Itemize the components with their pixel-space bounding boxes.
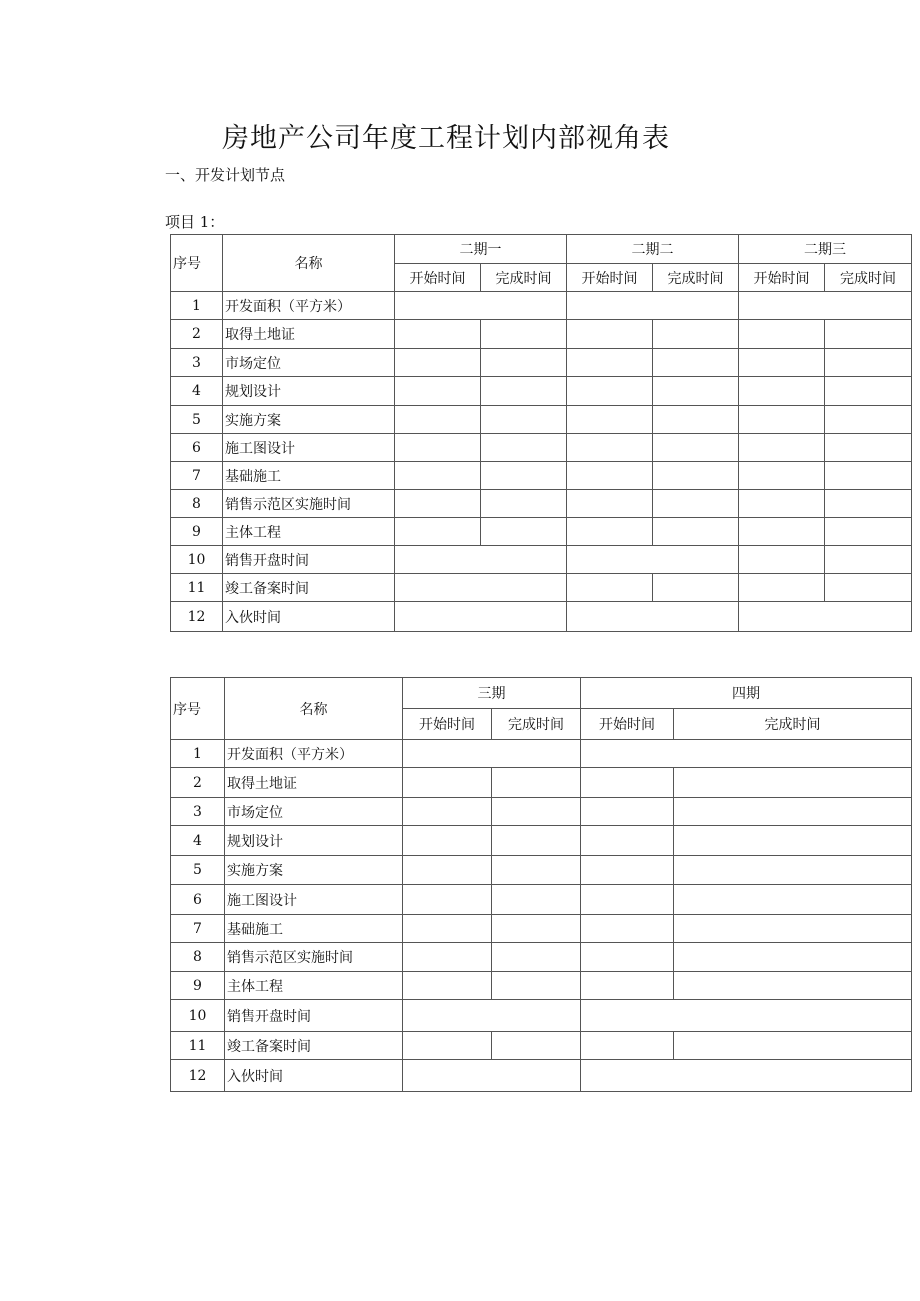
date-cell[interactable]	[567, 518, 653, 546]
date-cell[interactable]	[395, 377, 481, 406]
date-cell[interactable]	[739, 574, 825, 602]
date-cell[interactable]	[581, 915, 674, 943]
header-name: 名称	[225, 678, 403, 740]
date-cell[interactable]	[739, 434, 825, 462]
date-cell[interactable]	[403, 1032, 492, 1060]
row-name: 销售示范区实施时间	[223, 490, 395, 518]
row-name: 市场定位	[223, 349, 395, 377]
date-cell[interactable]	[653, 574, 739, 602]
date-cell[interactable]	[825, 462, 912, 490]
date-cell[interactable]	[481, 349, 567, 377]
row-name: 实施方案	[223, 406, 395, 434]
row-name: 竣工备案时间	[225, 1032, 403, 1060]
table-row	[171, 377, 912, 406]
date-cell[interactable]	[395, 490, 481, 518]
date-cell[interactable]	[674, 826, 912, 856]
date-cell[interactable]	[674, 943, 912, 972]
date-cell[interactable]	[492, 943, 581, 972]
date-cell[interactable]	[492, 915, 581, 943]
date-cell[interactable]	[581, 740, 912, 768]
table-row	[171, 972, 912, 1000]
table-row	[171, 602, 912, 632]
row-name: 主体工程	[225, 972, 403, 1000]
date-cell[interactable]	[581, 768, 674, 798]
date-cell[interactable]	[825, 349, 912, 377]
start-time-header: 开始时间	[739, 264, 825, 292]
table-row	[171, 768, 912, 798]
date-cell[interactable]	[739, 406, 825, 434]
row-name: 竣工备案时间	[223, 574, 395, 602]
table-row	[171, 1032, 912, 1060]
date-cell[interactable]	[825, 546, 912, 574]
date-cell[interactable]	[581, 943, 674, 972]
date-cell[interactable]	[653, 406, 739, 434]
end-time-header: 完成时间	[674, 709, 912, 740]
row-number: 5	[171, 406, 223, 434]
table-row	[171, 856, 912, 885]
table-row	[171, 490, 912, 518]
date-cell[interactable]	[567, 434, 653, 462]
plan-table-1	[170, 234, 912, 632]
date-cell[interactable]	[481, 434, 567, 462]
phase-header: 二期三	[739, 235, 912, 264]
row-number: 8	[171, 490, 223, 518]
date-cell[interactable]	[653, 320, 739, 349]
date-cell[interactable]	[481, 518, 567, 546]
date-cell[interactable]	[403, 740, 581, 768]
date-cell[interactable]	[395, 320, 481, 349]
date-cell[interactable]	[481, 490, 567, 518]
date-cell[interactable]	[403, 856, 492, 885]
row-number: 9	[171, 518, 223, 546]
date-cell[interactable]	[739, 320, 825, 349]
row-number: 9	[171, 972, 225, 1000]
date-cell[interactable]	[581, 826, 674, 856]
date-cell[interactable]	[567, 602, 739, 632]
date-cell[interactable]	[403, 798, 492, 826]
table-row	[171, 1060, 912, 1092]
date-cell[interactable]	[674, 1032, 912, 1060]
header-no: 序号	[171, 235, 223, 292]
date-cell[interactable]	[825, 434, 912, 462]
date-cell[interactable]	[492, 856, 581, 885]
date-cell[interactable]	[567, 490, 653, 518]
table-row	[171, 798, 912, 826]
date-cell[interactable]	[492, 826, 581, 856]
table-row	[171, 462, 912, 490]
table-row	[171, 349, 912, 377]
date-cell[interactable]	[581, 1032, 674, 1060]
table-row	[171, 826, 912, 856]
date-cell[interactable]	[567, 292, 739, 320]
date-cell[interactable]	[674, 915, 912, 943]
date-cell[interactable]	[581, 1060, 912, 1092]
date-cell[interactable]	[653, 518, 739, 546]
date-cell[interactable]	[403, 915, 492, 943]
table-row	[171, 518, 912, 546]
row-number: 7	[171, 915, 225, 943]
phase-header: 三期	[403, 678, 581, 709]
table-row	[171, 434, 912, 462]
row-number: 3	[171, 349, 223, 377]
header-name: 名称	[223, 235, 395, 292]
date-cell[interactable]	[825, 320, 912, 349]
row-number: 7	[171, 462, 223, 490]
start-time-header: 开始时间	[403, 709, 492, 740]
date-cell[interactable]	[403, 768, 492, 798]
row-name: 基础施工	[223, 462, 395, 490]
row-name: 取得土地证	[223, 320, 395, 349]
table-row	[171, 885, 912, 915]
start-time-header: 开始时间	[581, 709, 674, 740]
row-name: 主体工程	[223, 518, 395, 546]
date-cell[interactable]	[403, 972, 492, 1000]
header-no: 序号	[171, 678, 225, 740]
date-cell[interactable]	[395, 518, 481, 546]
row-number: 2	[171, 768, 225, 798]
date-cell[interactable]	[481, 406, 567, 434]
phase-header: 二期一	[395, 235, 567, 264]
date-cell[interactable]	[653, 462, 739, 490]
date-cell[interactable]	[395, 602, 567, 632]
table-row	[171, 574, 912, 602]
date-cell[interactable]	[739, 462, 825, 490]
end-time-header: 完成时间	[825, 264, 912, 292]
date-cell[interactable]	[739, 377, 825, 406]
date-cell[interactable]	[481, 320, 567, 349]
row-number: 6	[171, 885, 225, 915]
date-cell[interactable]	[492, 798, 581, 826]
date-cell[interactable]	[403, 943, 492, 972]
date-cell[interactable]	[395, 462, 481, 490]
date-cell[interactable]	[403, 885, 492, 915]
row-name: 规划设计	[223, 377, 395, 406]
date-cell[interactable]	[403, 1000, 581, 1032]
date-cell[interactable]	[825, 518, 912, 546]
page-title: 房地产公司年度工程计划内部视角表	[222, 123, 670, 154]
plan-table-2	[170, 677, 912, 1092]
date-cell[interactable]	[567, 406, 653, 434]
date-cell[interactable]	[481, 377, 567, 406]
date-cell[interactable]	[403, 1060, 581, 1092]
date-cell[interactable]	[567, 546, 739, 574]
row-number: 1	[171, 740, 225, 768]
date-cell[interactable]	[567, 349, 653, 377]
table-row	[171, 1000, 912, 1032]
row-name: 实施方案	[225, 856, 403, 885]
row-number: 12	[171, 602, 223, 632]
date-cell[interactable]	[403, 826, 492, 856]
row-name: 开发面积（平方米）	[223, 292, 395, 320]
table-row	[171, 943, 912, 972]
date-cell[interactable]	[395, 574, 567, 602]
date-cell[interactable]	[674, 972, 912, 1000]
date-cell[interactable]	[581, 798, 674, 826]
row-number: 2	[171, 320, 223, 349]
row-number: 11	[171, 574, 223, 602]
row-number: 10	[171, 546, 223, 574]
row-name: 入伙时间	[223, 602, 395, 632]
row-number: 4	[171, 377, 223, 406]
row-name: 施工图设计	[225, 885, 403, 915]
end-time-header: 完成时间	[653, 264, 739, 292]
row-name: 开发面积（平方米）	[225, 740, 403, 768]
date-cell[interactable]	[481, 462, 567, 490]
date-cell[interactable]	[395, 434, 481, 462]
date-cell[interactable]	[739, 546, 825, 574]
start-time-header: 开始时间	[395, 264, 481, 292]
date-cell[interactable]	[581, 972, 674, 1000]
row-number: 8	[171, 943, 225, 972]
date-cell[interactable]	[581, 856, 674, 885]
date-cell[interactable]	[653, 349, 739, 377]
date-cell[interactable]	[567, 377, 653, 406]
date-cell[interactable]	[825, 490, 912, 518]
row-name: 规划设计	[225, 826, 403, 856]
row-name: 市场定位	[225, 798, 403, 826]
table-row	[171, 740, 912, 768]
date-cell[interactable]	[739, 602, 912, 632]
date-cell[interactable]	[492, 1032, 581, 1060]
date-cell[interactable]	[739, 490, 825, 518]
date-cell[interactable]	[825, 377, 912, 406]
row-name: 入伙时间	[225, 1060, 403, 1092]
date-cell[interactable]	[653, 377, 739, 406]
end-time-header: 完成时间	[481, 264, 567, 292]
date-cell[interactable]	[581, 1000, 912, 1032]
row-number: 3	[171, 798, 225, 826]
date-cell[interactable]	[825, 574, 912, 602]
date-cell[interactable]	[739, 349, 825, 377]
table-row	[171, 292, 912, 320]
row-name: 基础施工	[225, 915, 403, 943]
date-cell[interactable]	[581, 885, 674, 915]
date-cell[interactable]	[395, 349, 481, 377]
date-cell[interactable]	[492, 972, 581, 1000]
date-cell[interactable]	[492, 768, 581, 798]
row-number: 4	[171, 826, 225, 856]
date-cell[interactable]	[674, 856, 912, 885]
row-number: 12	[171, 1060, 225, 1092]
row-name: 销售开盘时间	[225, 1000, 403, 1032]
row-number: 6	[171, 434, 223, 462]
phase-header: 四期	[581, 678, 912, 709]
section-heading: 一、开发计划节点	[165, 166, 286, 184]
date-cell[interactable]	[395, 292, 567, 320]
row-number: 5	[171, 856, 225, 885]
row-number: 11	[171, 1032, 225, 1060]
row-name: 销售开盘时间	[223, 546, 395, 574]
date-cell[interactable]	[567, 320, 653, 349]
phase-header: 二期二	[567, 235, 739, 264]
table-row	[171, 406, 912, 434]
row-number: 10	[171, 1000, 225, 1032]
table-row	[171, 546, 912, 574]
row-name: 取得土地证	[225, 768, 403, 798]
project-label: 项目 1：	[165, 213, 225, 231]
date-cell[interactable]	[653, 434, 739, 462]
start-time-header: 开始时间	[567, 264, 653, 292]
table-row	[171, 320, 912, 349]
date-cell[interactable]	[395, 546, 567, 574]
date-cell[interactable]	[674, 768, 912, 798]
date-cell[interactable]	[739, 292, 912, 320]
date-cell[interactable]	[674, 798, 912, 826]
row-name: 施工图设计	[223, 434, 395, 462]
date-cell[interactable]	[567, 462, 653, 490]
date-cell[interactable]	[395, 406, 481, 434]
date-cell[interactable]	[739, 518, 825, 546]
date-cell[interactable]	[567, 574, 653, 602]
row-number: 1	[171, 292, 223, 320]
table-row	[171, 915, 912, 943]
date-cell[interactable]	[653, 490, 739, 518]
row-name: 销售示范区实施时间	[225, 943, 403, 972]
date-cell[interactable]	[674, 885, 912, 915]
date-cell[interactable]	[825, 406, 912, 434]
date-cell[interactable]	[492, 885, 581, 915]
end-time-header: 完成时间	[492, 709, 581, 740]
